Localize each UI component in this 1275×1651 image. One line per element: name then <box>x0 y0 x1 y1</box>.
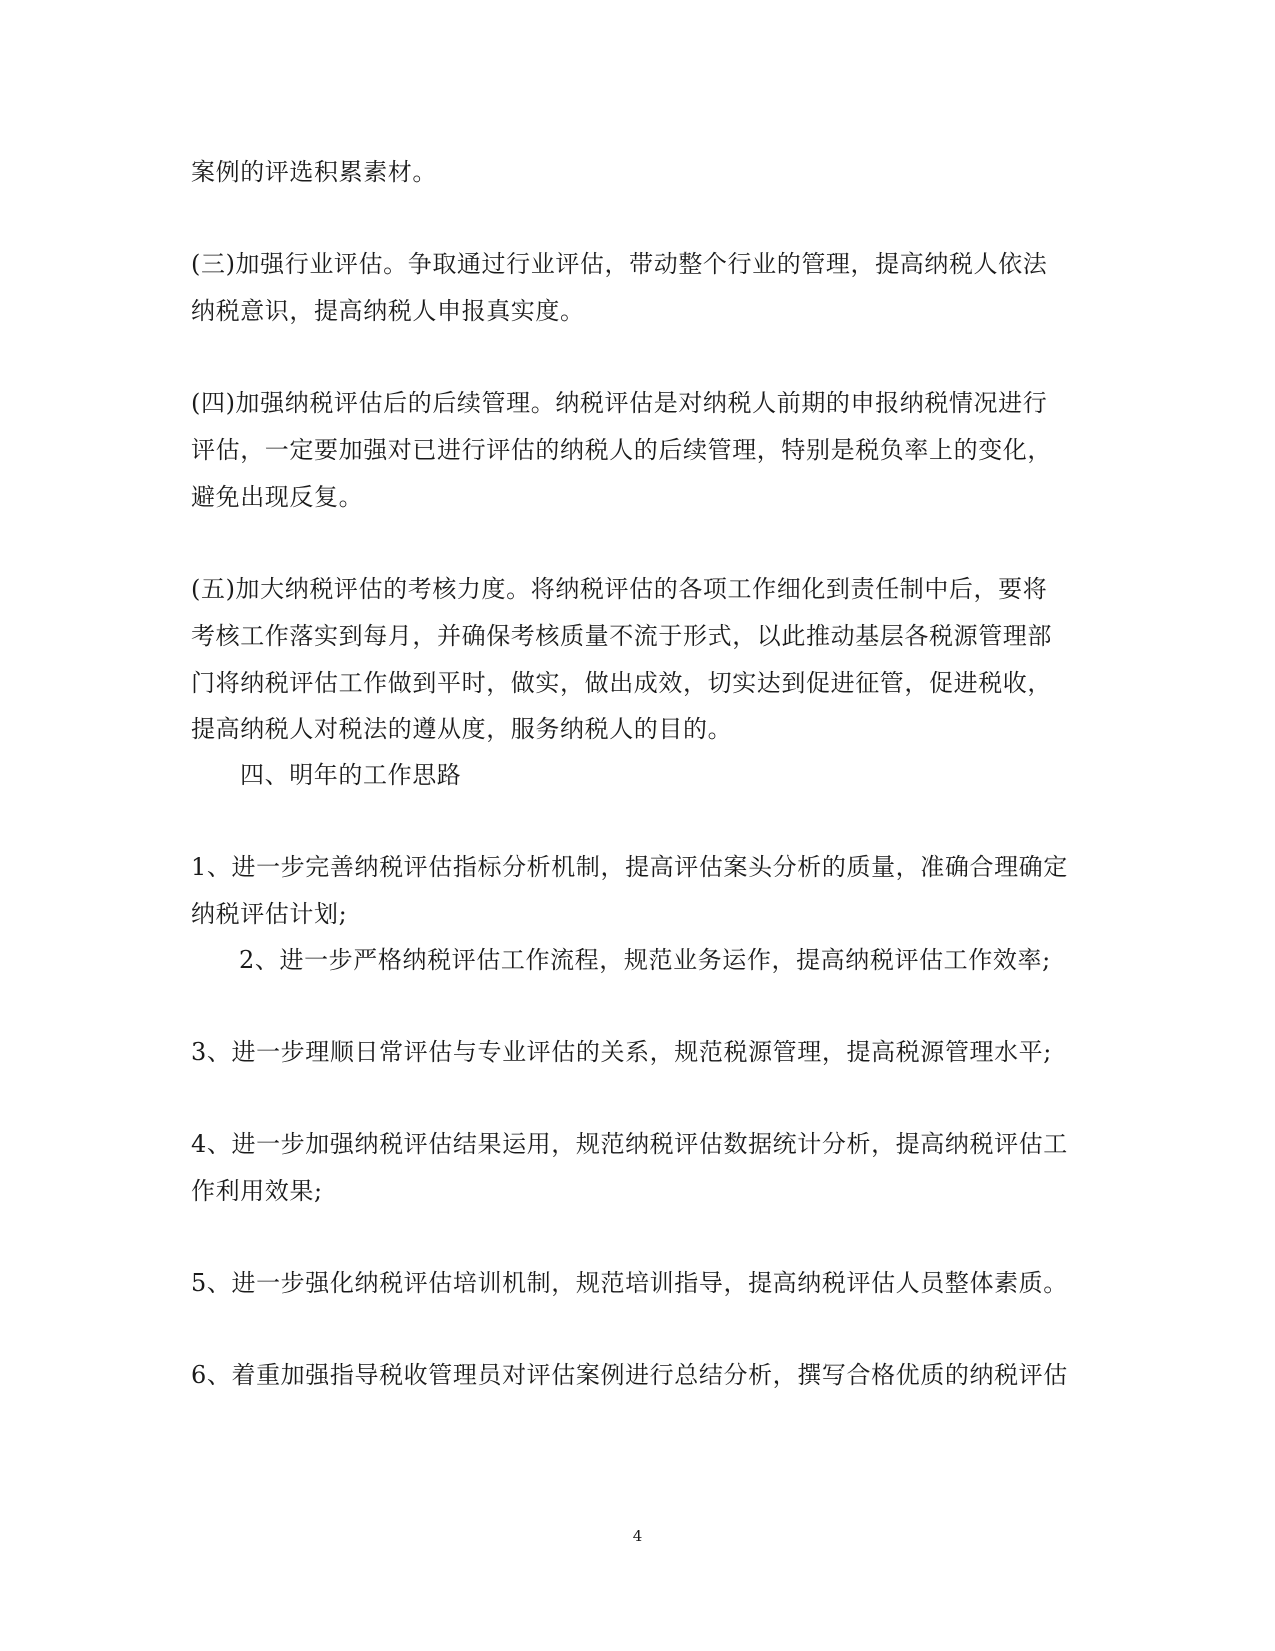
paragraph-line: 提高纳税人对税法的遵从度，服务纳税人的目的。 <box>191 715 733 743</box>
paragraph-line: 考核工作落实到每月，并确保考核质量不流于形式，以此推动基层各税源管理部 <box>191 622 1052 650</box>
section-heading: 四、明年的工作思路 <box>240 761 462 789</box>
paragraph-line: (五)加大纳税评估的考核力度。将纳税评估的各项工作细化到责任制中后，要将 <box>191 575 1048 603</box>
list-item: 3、进一步理顺日常评估与专业评估的关系，规范税源管理，提高税源管理水平; <box>191 1038 1052 1066</box>
paragraph-line: 案例的评选积累素材。 <box>191 158 437 186</box>
list-item: 2、进一步严格纳税评估工作流程，规范业务运作，提高纳税评估工作效率; <box>239 946 1051 974</box>
list-item: 1、进一步完善纳税评估指标分析机制，提高评估案头分析的质量，准确合理确定 <box>191 853 1068 881</box>
list-item: 6、着重加强指导税收管理员对评估案例进行总结分析，撰写合格优质的纳税评估 <box>191 1361 1068 1389</box>
list-item: 纳税评估计划; <box>191 900 348 928</box>
paragraph-line: (三)加强行业评估。争取通过行业评估，带动整个行业的管理，提高纳税人依法 <box>191 250 1048 278</box>
paragraph-line: 避免出现反复。 <box>191 483 364 511</box>
paragraph-line: 评估，一定要加强对已进行评估的纳税人的后续管理，特别是税负率上的变化， <box>191 436 1052 464</box>
paragraph-line: 门将纳税评估工作做到平时，做实，做出成效，切实达到促进征管，促进税收， <box>191 669 1052 697</box>
list-item: 5、进一步强化纳税评估培训机制，规范培训指导，提高纳税评估人员整体素质。 <box>191 1269 1068 1297</box>
page-number: 4 <box>632 1527 643 1545</box>
list-item: 作利用效果; <box>191 1177 323 1205</box>
paragraph-line: (四)加强纳税评估后的后续管理。纳税评估是对纳税人前期的申报纳税情况进行 <box>191 389 1048 417</box>
list-item: 4、进一步加强纳税评估结果运用，规范纳税评估数据统计分析，提高纳税评估工 <box>191 1130 1068 1158</box>
paragraph-line: 纳税意识，提高纳税人申报真实度。 <box>191 297 585 325</box>
